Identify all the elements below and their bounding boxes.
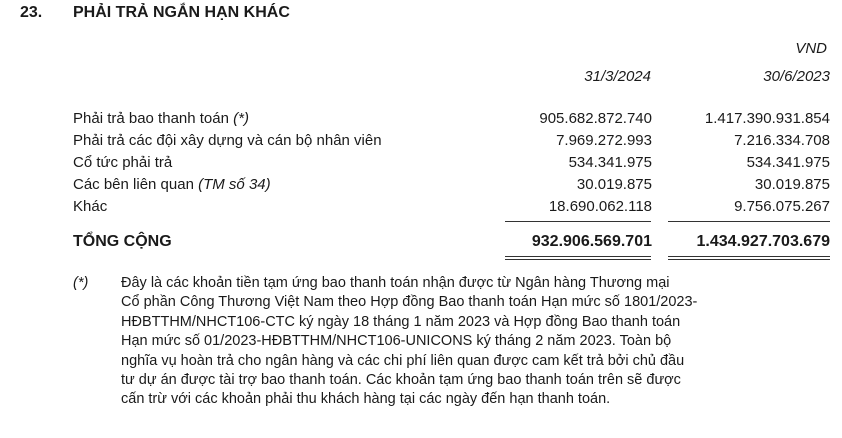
- section-number: 23.: [20, 4, 43, 21]
- row-note: (*): [233, 110, 249, 127]
- subtotal-rule-prior: [668, 221, 830, 222]
- total-value-prior: 1.434.927.703.679: [696, 233, 830, 250]
- value-current: 905.682.872.740: [539, 110, 652, 127]
- footnote-line: cấn trừ với các khoản phải thu khách hàng tại các ngày đến hạn thanh toán.: [121, 391, 611, 408]
- column-header-current: 31/3/2024: [584, 68, 651, 85]
- row-label: Cổ tức phải trả: [73, 154, 173, 171]
- value-current: 7.969.272.993: [556, 132, 652, 149]
- row-label: Phải trả các đội xây dựng và cán bộ nhân viên: [73, 132, 382, 149]
- footnote-text: [121, 274, 836, 410]
- total-double-rule-current: [505, 259, 651, 260]
- value-prior: 9.756.075.267: [734, 198, 830, 215]
- footnote-line: Cổ phần Công Thương Việt Nam theo Hợp đồng Bao thanh toán Hạn mức số 1801/2023-: [121, 294, 698, 311]
- row-label: Khác: [73, 198, 108, 215]
- table-row: [73, 154, 830, 176]
- footnote-line: tư dự án được tài trợ bao thanh toán. Các khoản tạm ứng bao thanh toán trên sẽ được: [121, 372, 681, 389]
- value-prior: 534.341.975: [746, 154, 830, 171]
- column-header-prior: 30/6/2023: [763, 68, 830, 85]
- value-current: 30.019.875: [576, 176, 652, 193]
- total-rule-current: [505, 256, 651, 257]
- value-prior: 7.216.334.708: [734, 132, 830, 149]
- table-row: [73, 176, 830, 198]
- value-current: 534.341.975: [568, 154, 652, 171]
- footnote-line: Đây là các khoản tiền tạm ứng bao thanh toán nhận được từ Ngân hàng Thương mại: [121, 275, 670, 291]
- total-double-rule-prior: [668, 259, 830, 260]
- row-note: (TM số 34): [198, 176, 271, 193]
- footnote-line: HĐBTTHM/NHCT106-CTC ký ngày 18 tháng 1 năm 2023 và Hợp đồng Bao thanh toán: [121, 313, 681, 330]
- row-label: Phải trả bao thanh toán: [73, 110, 229, 127]
- footnote-line: Hạn mức số 01/2023-HĐBTTHM/NHCT106-UNICONS ký tháng 2 năm 2023. Toàn bộ: [121, 333, 672, 350]
- footnote-marker: (*): [73, 275, 89, 291]
- table-row: [73, 110, 830, 132]
- value-prior: 1.417.390.931.854: [704, 110, 830, 127]
- table-row: [73, 198, 830, 220]
- total-rule-prior: [668, 256, 830, 257]
- subtotal-rule-current: [505, 221, 651, 222]
- value-prior: 30.019.875: [754, 176, 830, 193]
- row-label: Các bên liên quan: [73, 176, 194, 193]
- table-row: [73, 132, 830, 154]
- total-value-current: 932.906.569.701: [531, 233, 652, 250]
- total-row: [73, 233, 830, 255]
- value-current: 18.690.062.118: [548, 198, 652, 215]
- currency-label: VND: [795, 40, 827, 57]
- footnote-line: nghĩa vụ hoàn trả cho ngân hàng và các chi phí liên quan được cam kết trả bởi chủ đầu: [121, 352, 685, 369]
- total-label: TỔNG CỘNG: [73, 233, 172, 250]
- section-title: PHẢI TRẢ NGẮN HẠN KHÁC: [73, 4, 290, 21]
